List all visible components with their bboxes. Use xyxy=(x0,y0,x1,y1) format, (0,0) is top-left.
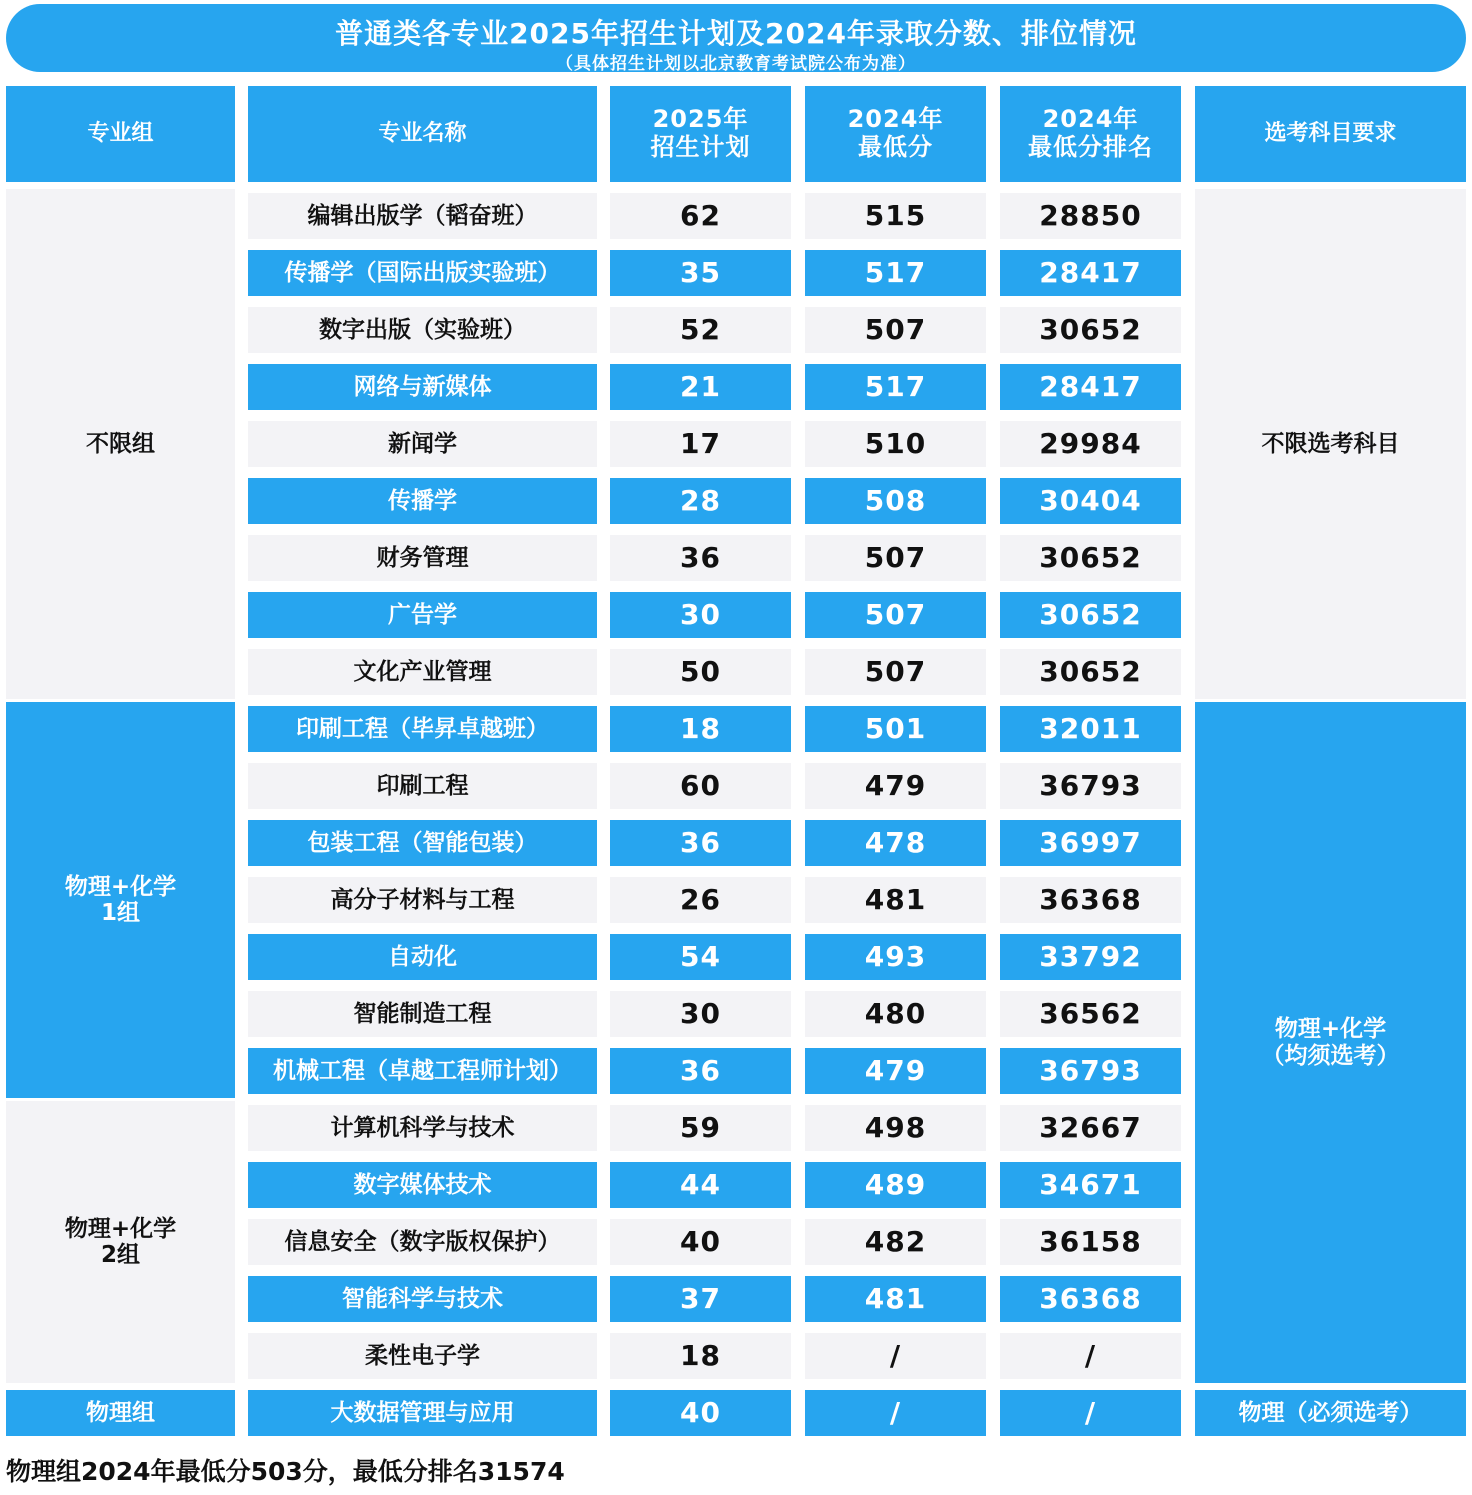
major-name-cell: 大数据管理与应用 xyxy=(248,1390,597,1436)
min-score-2024-cell: 489 xyxy=(805,1162,986,1208)
header-plan-2025-line: 2025年 xyxy=(652,105,749,134)
major-name-cell: 传播学（国际出版实验班） xyxy=(248,250,597,296)
group-cell-line: 不限组 xyxy=(86,430,155,457)
plan-2025-cell: 37 xyxy=(610,1276,791,1322)
min-score-2024-cell: / xyxy=(805,1333,986,1379)
min-rank-2024-cell: 36368 xyxy=(1000,877,1181,923)
min-score-2024-cell: 507 xyxy=(805,535,986,581)
min-rank-2024-cell: 36158 xyxy=(1000,1219,1181,1265)
min-score-2024-cell: 507 xyxy=(805,649,986,695)
major-name-cell: 柔性电子学 xyxy=(248,1333,597,1379)
group-cell-line: 物理组 xyxy=(86,1399,155,1426)
plan-2025-cell: 26 xyxy=(610,877,791,923)
min-rank-2024-cell: 33792 xyxy=(1000,934,1181,980)
plan-2025-cell: 30 xyxy=(610,991,791,1037)
plan-2025-cell: 36 xyxy=(610,1048,791,1094)
footnote: 物理组2024年最低分503分，最低分排名31574 xyxy=(6,1457,565,1486)
major-name-cell: 编辑出版学（韬奋班） xyxy=(248,193,597,239)
major-name-cell: 高分子材料与工程 xyxy=(248,877,597,923)
min-score-2024-cell: 479 xyxy=(805,1048,986,1094)
header-min-rank-2024 xyxy=(1000,86,1181,182)
plan-2025-cell: 35 xyxy=(610,250,791,296)
major-name-cell: 智能制造工程 xyxy=(248,991,597,1037)
plan-2025-cell: 40 xyxy=(610,1219,791,1265)
subject-requirement-cell xyxy=(1195,189,1466,699)
min-score-2024-cell: 481 xyxy=(805,1276,986,1322)
plan-2025-cell: 28 xyxy=(610,478,791,524)
min-rank-2024-cell: 32667 xyxy=(1000,1105,1181,1151)
header-min-score-2024-line: 最低分 xyxy=(857,133,933,161)
group-cell-line: 物理+化学 xyxy=(64,1215,177,1242)
group-cell xyxy=(6,189,235,699)
min-score-2024-cell: 510 xyxy=(805,421,986,467)
plan-2025-cell: 52 xyxy=(610,307,791,353)
group-cell xyxy=(6,1390,235,1436)
major-name-cell: 印刷工程 xyxy=(248,763,597,809)
subject-requirement-cell xyxy=(1195,1390,1466,1436)
subject-requirement-cell-line: 物理+化学 xyxy=(1274,1016,1387,1043)
major-name-cell: 计算机科学与技术 xyxy=(248,1105,597,1151)
plan-2025-cell: 60 xyxy=(610,763,791,809)
group-cell-line: 1组 xyxy=(100,900,140,926)
min-rank-2024-cell: / xyxy=(1000,1333,1181,1379)
header-min-score-2024-line: 2024年 xyxy=(847,105,944,134)
min-rank-2024-cell: 28417 xyxy=(1000,250,1181,296)
page-subtitle: （具体招生计划以北京教育考试院公布为准） xyxy=(556,54,916,74)
major-name-cell: 新闻学 xyxy=(248,421,597,467)
header-group: 专业组 xyxy=(6,86,235,182)
min-score-2024-cell: 480 xyxy=(805,991,986,1037)
min-rank-2024-cell: 29984 xyxy=(1000,421,1181,467)
title-banner xyxy=(6,4,1466,72)
min-rank-2024-cell: 32011 xyxy=(1000,706,1181,752)
major-name-cell: 数字媒体技术 xyxy=(248,1162,597,1208)
plan-2025-cell: 18 xyxy=(610,706,791,752)
min-rank-2024-cell: 30652 xyxy=(1000,649,1181,695)
group-cell xyxy=(6,702,235,1098)
min-rank-2024-cell: 30652 xyxy=(1000,307,1181,353)
min-rank-2024-cell: 36793 xyxy=(1000,763,1181,809)
major-name-cell: 财务管理 xyxy=(248,535,597,581)
plan-2025-cell: 50 xyxy=(610,649,791,695)
group-cell-line: 2组 xyxy=(100,1242,140,1268)
plan-2025-cell: 62 xyxy=(610,193,791,239)
major-name-cell: 智能科学与技术 xyxy=(248,1276,597,1322)
header-major: 专业名称 xyxy=(248,86,597,182)
min-score-2024-cell: 517 xyxy=(805,364,986,410)
plan-2025-cell: 21 xyxy=(610,364,791,410)
plan-2025-cell: 17 xyxy=(610,421,791,467)
plan-2025-cell: 44 xyxy=(610,1162,791,1208)
min-score-2024-cell: 517 xyxy=(805,250,986,296)
min-rank-2024-cell: 36368 xyxy=(1000,1276,1181,1322)
header-plan-2025 xyxy=(610,86,791,182)
group-cell-line: 物理+化学 xyxy=(64,873,177,900)
min-rank-2024-cell: 28417 xyxy=(1000,364,1181,410)
plan-2025-cell: 18 xyxy=(610,1333,791,1379)
header-min-rank-2024-line: 最低分排名 xyxy=(1028,133,1153,161)
min-rank-2024-cell: 36562 xyxy=(1000,991,1181,1037)
min-rank-2024-cell: 30652 xyxy=(1000,535,1181,581)
min-rank-2024-cell: 30652 xyxy=(1000,592,1181,638)
min-score-2024-cell: 479 xyxy=(805,763,986,809)
header-subject-requirement: 选考科目要求 xyxy=(1195,86,1466,182)
plan-2025-cell: 40 xyxy=(610,1390,791,1436)
subject-requirement-cell-line: 不限选考科目 xyxy=(1261,430,1400,457)
min-score-2024-cell: 498 xyxy=(805,1105,986,1151)
major-name-cell: 包装工程（智能包装） xyxy=(248,820,597,866)
min-score-2024-cell: 493 xyxy=(805,934,986,980)
major-name-cell: 自动化 xyxy=(248,934,597,980)
plan-2025-cell: 30 xyxy=(610,592,791,638)
subject-requirement-cell-line: （均须选考） xyxy=(1261,1042,1400,1069)
min-rank-2024-cell: 34671 xyxy=(1000,1162,1181,1208)
min-score-2024-cell: 478 xyxy=(805,820,986,866)
plan-2025-cell: 54 xyxy=(610,934,791,980)
min-score-2024-cell: 507 xyxy=(805,307,986,353)
group-cell xyxy=(6,1101,235,1383)
min-score-2024-cell: / xyxy=(805,1390,986,1436)
min-rank-2024-cell: 30404 xyxy=(1000,478,1181,524)
header-plan-2025-line: 招生计划 xyxy=(650,133,751,161)
subject-requirement-cell xyxy=(1195,702,1466,1383)
min-rank-2024-cell: 28850 xyxy=(1000,193,1181,239)
major-name-cell: 信息安全（数字版权保护） xyxy=(248,1219,597,1265)
major-name-cell: 印刷工程（毕昇卓越班） xyxy=(248,706,597,752)
subject-requirement-cell-line: 物理（必须选考） xyxy=(1238,1399,1423,1426)
header-min-rank-2024-line: 2024年 xyxy=(1042,105,1139,134)
header-min-score-2024 xyxy=(805,86,986,182)
min-score-2024-cell: 481 xyxy=(805,877,986,923)
page-title: 普通类各专业2025年招生计划及2024年录取分数、排位情况 xyxy=(335,17,1137,50)
min-score-2024-cell: 501 xyxy=(805,706,986,752)
major-name-cell: 传播学 xyxy=(248,478,597,524)
min-score-2024-cell: 507 xyxy=(805,592,986,638)
min-rank-2024-cell: / xyxy=(1000,1390,1181,1436)
plan-2025-cell: 36 xyxy=(610,820,791,866)
plan-2025-cell: 36 xyxy=(610,535,791,581)
min-rank-2024-cell: 36997 xyxy=(1000,820,1181,866)
major-name-cell: 机械工程（卓越工程师计划） xyxy=(248,1048,597,1094)
min-score-2024-cell: 482 xyxy=(805,1219,986,1265)
min-score-2024-cell: 515 xyxy=(805,193,986,239)
min-rank-2024-cell: 36793 xyxy=(1000,1048,1181,1094)
major-name-cell: 数字出版（实验班） xyxy=(248,307,597,353)
major-name-cell: 广告学 xyxy=(248,592,597,638)
major-name-cell: 网络与新媒体 xyxy=(248,364,597,410)
min-score-2024-cell: 508 xyxy=(805,478,986,524)
plan-2025-cell: 59 xyxy=(610,1105,791,1151)
major-name-cell: 文化产业管理 xyxy=(248,649,597,695)
